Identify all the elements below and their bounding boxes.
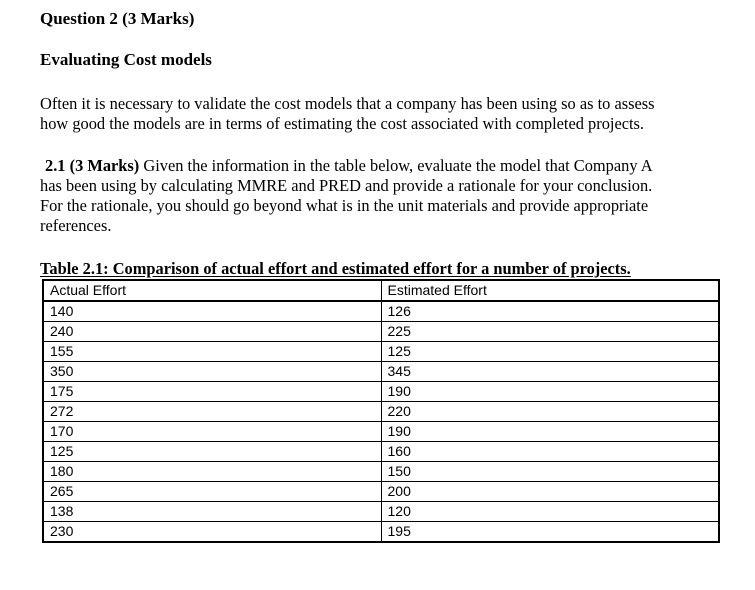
table-row [43,522,719,543]
estimated-effort-cell: 220 [381,402,719,422]
table-row [43,342,719,362]
question-title: Question 2 (3 Marks) [40,9,195,28]
estimated-effort-cell: 150 [381,462,719,482]
estimated-effort-cell: 120 [381,502,719,522]
estimated-effort-cell: 125 [381,342,719,362]
actual-effort-cell: 272 [43,402,381,422]
estimated-effort-cell: 190 [381,382,719,402]
actual-effort-cell: 155 [43,342,381,362]
estimated-effort-cell: 345 [381,362,719,382]
actual-effort-cell: 140 [43,301,381,322]
actual-effort-cell: 170 [43,422,381,442]
task-number: 2.1 [45,156,66,175]
task-marks: (3 Marks) [69,156,140,175]
actual-effort-cell: 265 [43,482,381,502]
table-row [43,382,719,402]
estimated-effort-cell: 195 [381,522,719,543]
table-row [43,301,719,322]
effort-comparison-table [42,279,720,543]
table-caption: Table 2.1: Comparison of actual effort and estimated effort for a number of projects. [40,259,631,278]
section-title: Evaluating Cost models [40,50,212,69]
actual-effort-cell: 230 [43,522,381,543]
actual-effort-cell: 125 [43,442,381,462]
table-row [43,462,719,482]
actual-effort-cell: 138 [43,502,381,522]
estimated-effort-cell: 160 [381,442,719,462]
estimated-effort-cell: 200 [381,482,719,502]
estimated-effort-cell: 190 [381,422,719,442]
header-actual-effort: Actual Effort [43,280,381,301]
table-row [43,362,719,382]
estimated-effort-cell: 126 [381,301,719,322]
actual-effort-cell: 240 [43,322,381,342]
actual-effort-cell: 180 [43,462,381,482]
intro-paragraph: Often it is necessary to validate the cost models that a company has been using so as to assess how good the models are in terms of estimating the cost associated with completed projects. [40,94,655,133]
table-row [43,502,719,522]
actual-effort-cell: 175 [43,382,381,402]
task-number-marks [40,156,139,175]
task-rest-text: has been using by calculating MMRE and PRED and provide a rationale for your conclusion. For the rationale, you should go beyond what is in the unit materials and provide appropriate references. [40,176,653,235]
task-paragraph [40,156,730,236]
actual-effort-cell: 350 [43,362,381,382]
estimated-effort-cell: 225 [381,322,719,342]
table-row [43,482,719,502]
table-row [43,422,719,442]
table-row [43,322,719,342]
task-line1-text: Given the information in the table below, evaluate the model that Company A [139,156,653,175]
table-row [43,402,719,422]
table-row [43,442,719,462]
header-estimated-effort: Estimated Effort [381,280,719,301]
table-header-row [43,280,719,301]
